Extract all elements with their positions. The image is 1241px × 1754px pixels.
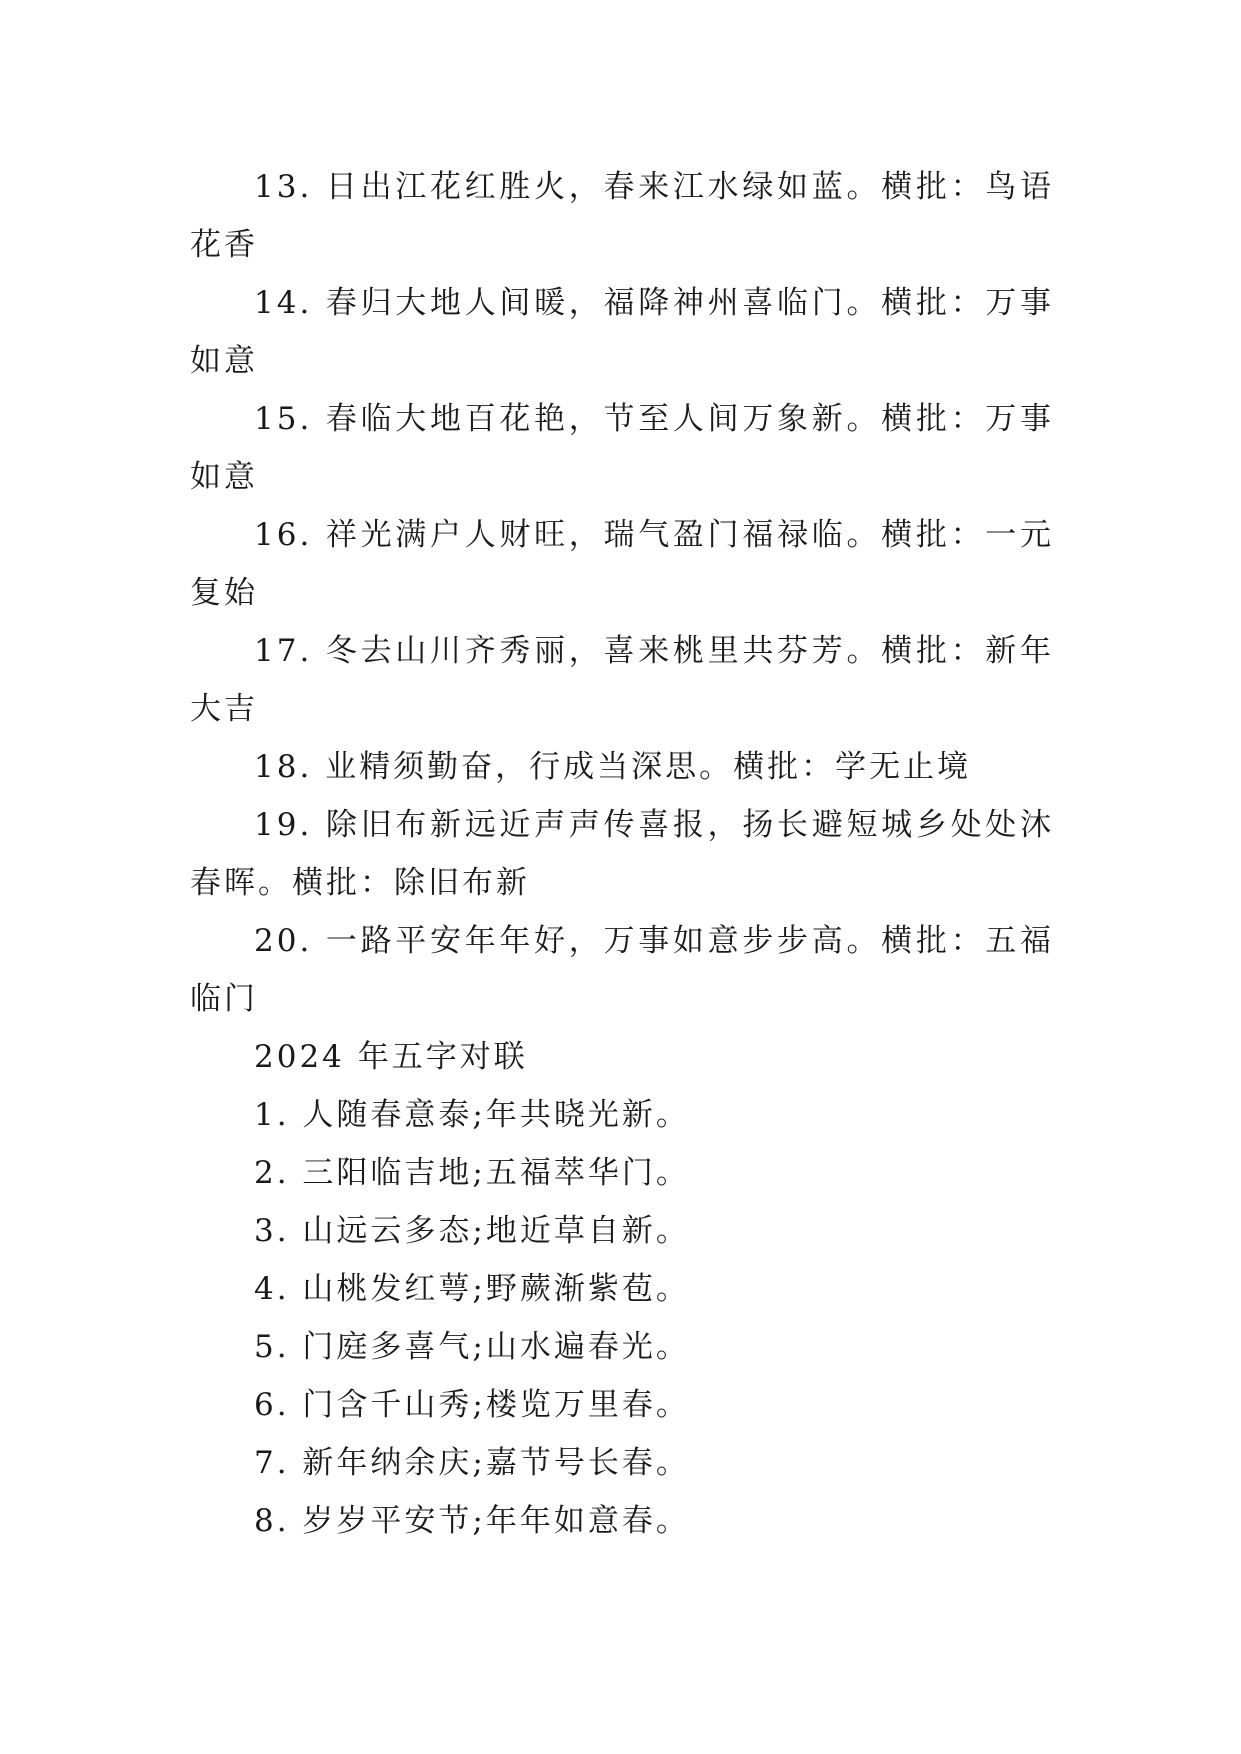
document-body — [190, 158, 1054, 1550]
couplet-19: 19. 除旧布新远近声声传喜报，扬长避短城乡处处沐春晖。横批：除旧布新 — [190, 807, 1054, 901]
couplet-18: 18. 业精须勤奋，行成当深思。横批：学无止境 — [254, 749, 972, 785]
couplet-15: 15. 春临大地百花艳，节至人间万象新。横批：万事如意 — [190, 401, 1054, 495]
couplet-17: 17. 冬去山川齐秀丽，喜来桃里共芬芳。横批：新年大吉 — [190, 633, 1054, 727]
couplet-16: 16. 祥光满户人财旺，瑞气盈门福禄临。横批：一元复始 — [190, 517, 1054, 611]
five-char-couplet-6: 6. 门含千山秀;楼览万里春。 — [254, 1387, 690, 1423]
five-char-couplet-7: 7. 新年纳余庆;嘉节号长春。 — [254, 1445, 690, 1481]
section-title: 2024 年五字对联 — [254, 1039, 528, 1075]
couplet-list-seven-character — [190, 158, 1054, 1028]
five-char-couplet-2: 2. 三阳临吉地;五福萃华门。 — [254, 1155, 690, 1191]
five-char-couplet-4: 4. 山桃发红萼;野蕨渐紫苞。 — [254, 1271, 690, 1307]
couplet-13: 13. 日出江花红胜火，春来江水绿如蓝。横批：鸟语花香 — [190, 169, 1054, 263]
five-char-couplet-3: 3. 山远云多态;地近草自新。 — [254, 1213, 690, 1249]
couplet-20: 20. 一路平安年年好，万事如意步步高。横批：五福临门 — [190, 923, 1054, 1017]
five-char-couplet-5: 5. 门庭多喜气;山水遍春光。 — [254, 1329, 690, 1365]
couplet-list-five-character — [190, 1086, 1054, 1550]
couplet-14: 14. 春归大地人间暖，福降神州喜临门。横批：万事如意 — [190, 285, 1054, 379]
five-char-couplet-8: 8. 岁岁平安节;年年如意春。 — [254, 1503, 690, 1539]
five-char-couplet-1: 1. 人随春意泰;年共晓光新。 — [254, 1097, 690, 1133]
